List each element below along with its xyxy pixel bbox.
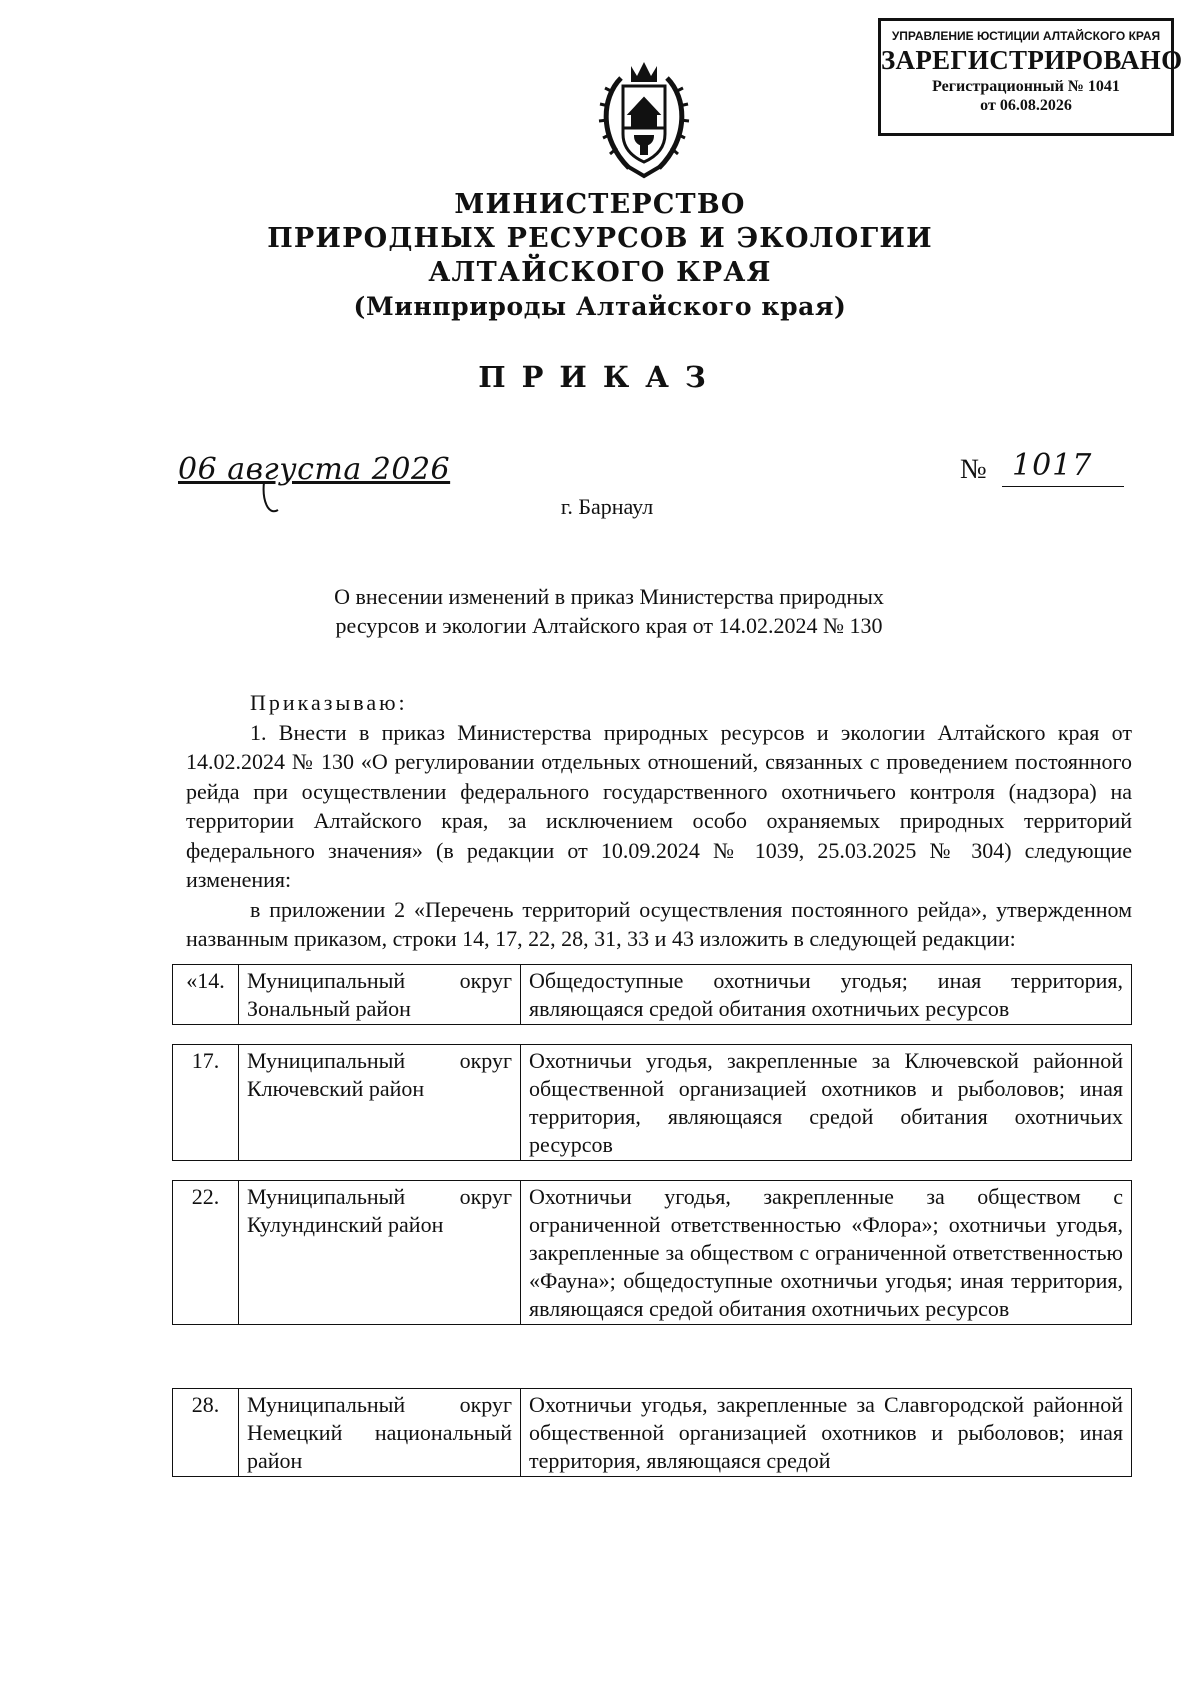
row-number: «14. — [173, 965, 239, 1025]
table-row-14 — [172, 964, 1132, 1025]
stamp-status: ЗАРЕГИСТРИРОВАНО — [881, 45, 1183, 75]
city: г. Барнаул — [560, 494, 654, 519]
row-municipality: Муниципальный округ Немецкий национальный район — [239, 1389, 521, 1477]
handwritten-number: 1017 — [1012, 448, 1093, 483]
table-row — [173, 1389, 1132, 1477]
order-body — [186, 688, 1132, 954]
table-row — [173, 1181, 1132, 1325]
header-line-2: ПРИРОДНЫХ РЕСУРСОВ И ЭКОЛОГИИ — [267, 223, 933, 254]
order-word: Приказываю: — [250, 690, 408, 715]
subject-line-1: О внесении изменений в приказ Министерства природных — [334, 584, 884, 609]
row-territory: Охотничьи угодья, закрепленные за Славгородской районной общественной организацией охотников и рыболовов; иная территория, являющаяся средой — [521, 1389, 1132, 1477]
table-row-22 — [172, 1180, 1132, 1325]
header-short-name: (Минприроды Алтайского края) — [353, 292, 847, 321]
row-municipality: Муниципальный округ Ключевский район — [239, 1045, 521, 1161]
registration-stamp — [878, 18, 1183, 136]
order-subject — [0, 582, 1200, 640]
table-row-17 — [172, 1044, 1132, 1161]
paragraph-1: 1. Внести в приказ Министерства природных ресурсов и экологии Алтайского края от 14.02.2024 № 130 «О регулировании отдельных отношений, связанных с проведением постоянного рейда при осуществлении федерального государственного охотничьего контроля (надзора) на территории Алтайского края, за исключением особо охраняемых природных территорий федерального значения» (в редакции от 10.09.2024 № 1039, 25.03.2025 № 304) следующие изменения: — [186, 719, 1132, 892]
number-label: № — [960, 454, 987, 485]
subject-line-2: ресурсов и экологии Алтайского края от 14.02.2024 № 130 — [335, 613, 883, 638]
number-underline — [1002, 486, 1124, 487]
row-number: 17. — [173, 1045, 239, 1161]
row-municipality: Муниципальный округ Кулундинский район — [239, 1181, 521, 1325]
row-territory: Общедоступные охотничьи угодья; иная территория, являющаяся средой обитания охотничьих ресурсов — [521, 965, 1132, 1025]
row-territory: Охотничьи угодья, закрепленные за обществом с ограниченной ответственностью «Флора»; охотничьи угодья, закрепленные за обществом с ограниченной ответственностью «Фауна»; общедоступные охотничьи угодья; иная территория, являющаяся средой обитания охотничьих ресурсов — [521, 1181, 1132, 1325]
row-municipality: Муниципальный округ Зональный район — [239, 965, 521, 1025]
header-line-1: МИНИСТЕРСТВО — [454, 189, 746, 220]
table-row-28 — [172, 1388, 1132, 1477]
stamp-authority: УПРАВЛЕНИЕ ЮСТИЦИИ АЛТАЙСКОГО КРАЯ — [891, 29, 1161, 43]
header-line-3: АЛТАЙСКОГО КРАЯ — [428, 257, 772, 288]
table-row — [173, 1045, 1132, 1161]
stamp-reg-date: от 06.08.2026 — [980, 97, 1072, 114]
row-number: 22. — [173, 1181, 239, 1325]
handwritten-date: 06 августа 2026 — [178, 452, 451, 487]
paragraph-2: в приложении 2 «Перечень территорий осуществления постоянного рейда», утвержденном названным приказом, строки 14, 17, 22, 28, 31, 33 и 43 изложить в следующей редакции: — [186, 896, 1132, 951]
coat-of-arms-icon — [591, 58, 697, 180]
ministry-header — [0, 188, 1200, 324]
row-number: 28. — [173, 1389, 239, 1477]
document-type: ПРИКАЗ — [478, 360, 722, 394]
row-territory: Охотничьи угодья, закрепленные за Ключевской районной общественной организацией охотников и рыболовов; иная территория, являющаяся средой обитания охотничьих ресурсов — [521, 1045, 1132, 1161]
table-row — [173, 965, 1132, 1025]
stamp-reg-number: Регистрационный № 1041 — [932, 78, 1120, 95]
